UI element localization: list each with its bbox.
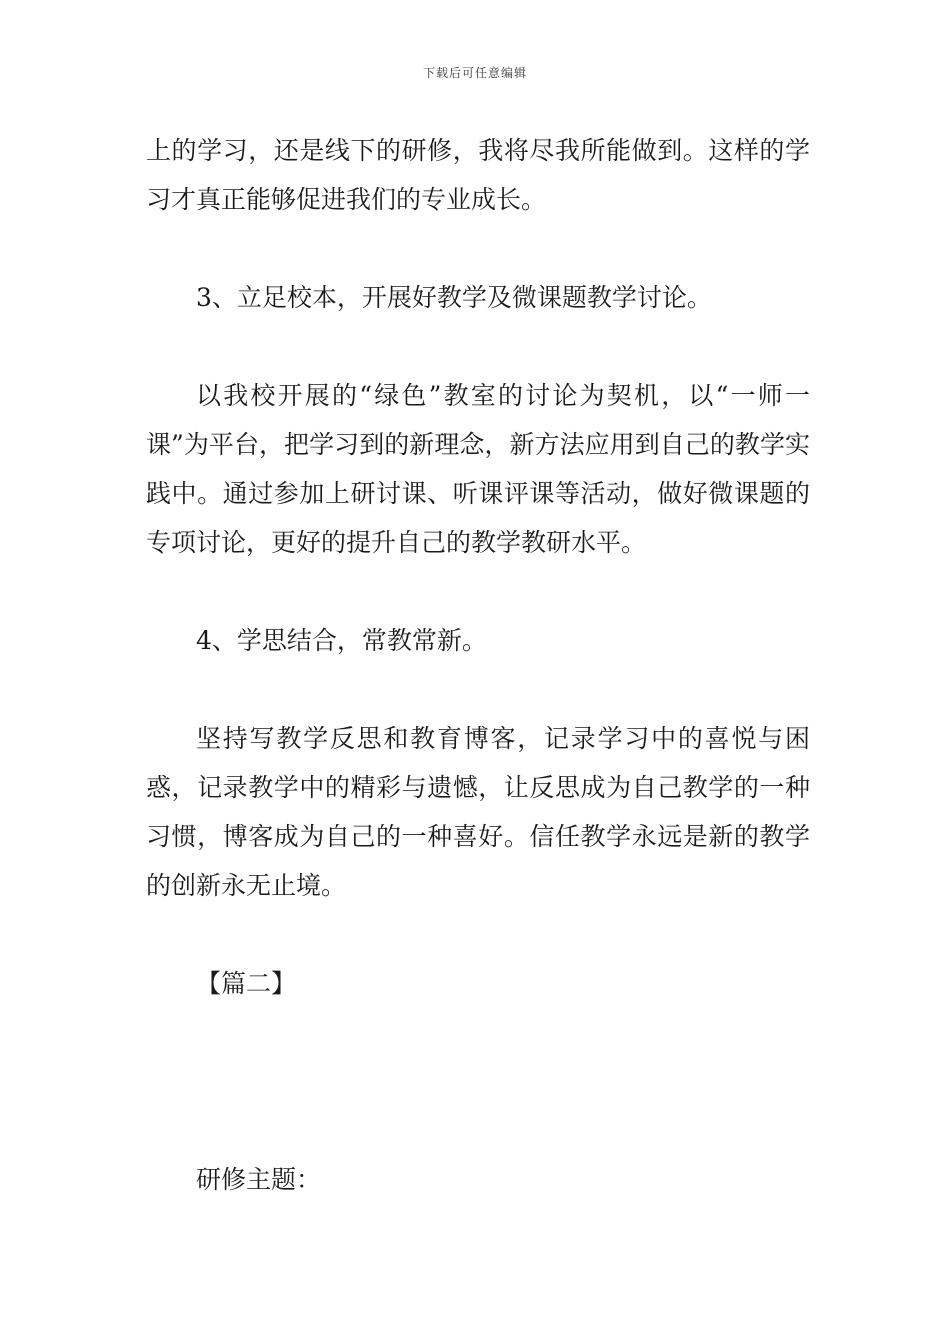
section-heading-3: 3、立足校本，开展好教学及微课题教学讨论。	[196, 283, 712, 312]
paragraph-continuation: 上的学习，还是线下的研修，我将尽我所能做到。这样的学习才真正能够促进我们的专业成长。	[146, 136, 810, 214]
paragraph-green-classroom: 以我校开展的“绿色”教室的讨论为契机，以“一师一课”为平台，把学习到的新理念，新方法应用到自己的教学实践中。通过参加上研讨课、听课评课等活动，做好微课题的专项讨论，更好的提升自己的教学教研水平。	[146, 381, 810, 557]
document-body	[146, 126, 810, 1204]
paragraph-reflection: 坚持写教学反思和教育博客，记录学习中的喜悦与困惑，记录教学中的精彩与遗憾，让反思成为自己教学的一种习惯，博客成为自己的一种喜好。信任教学永远是新的教学的创新永无止境。	[146, 724, 810, 900]
section-heading-4: 4、学思结合，常教常新。	[196, 626, 487, 655]
research-topic-label: 研修主题：	[196, 1165, 322, 1194]
page-header: 下载后可任意编辑	[422, 66, 527, 80]
part-two-heading: 【篇二】	[196, 969, 297, 998]
